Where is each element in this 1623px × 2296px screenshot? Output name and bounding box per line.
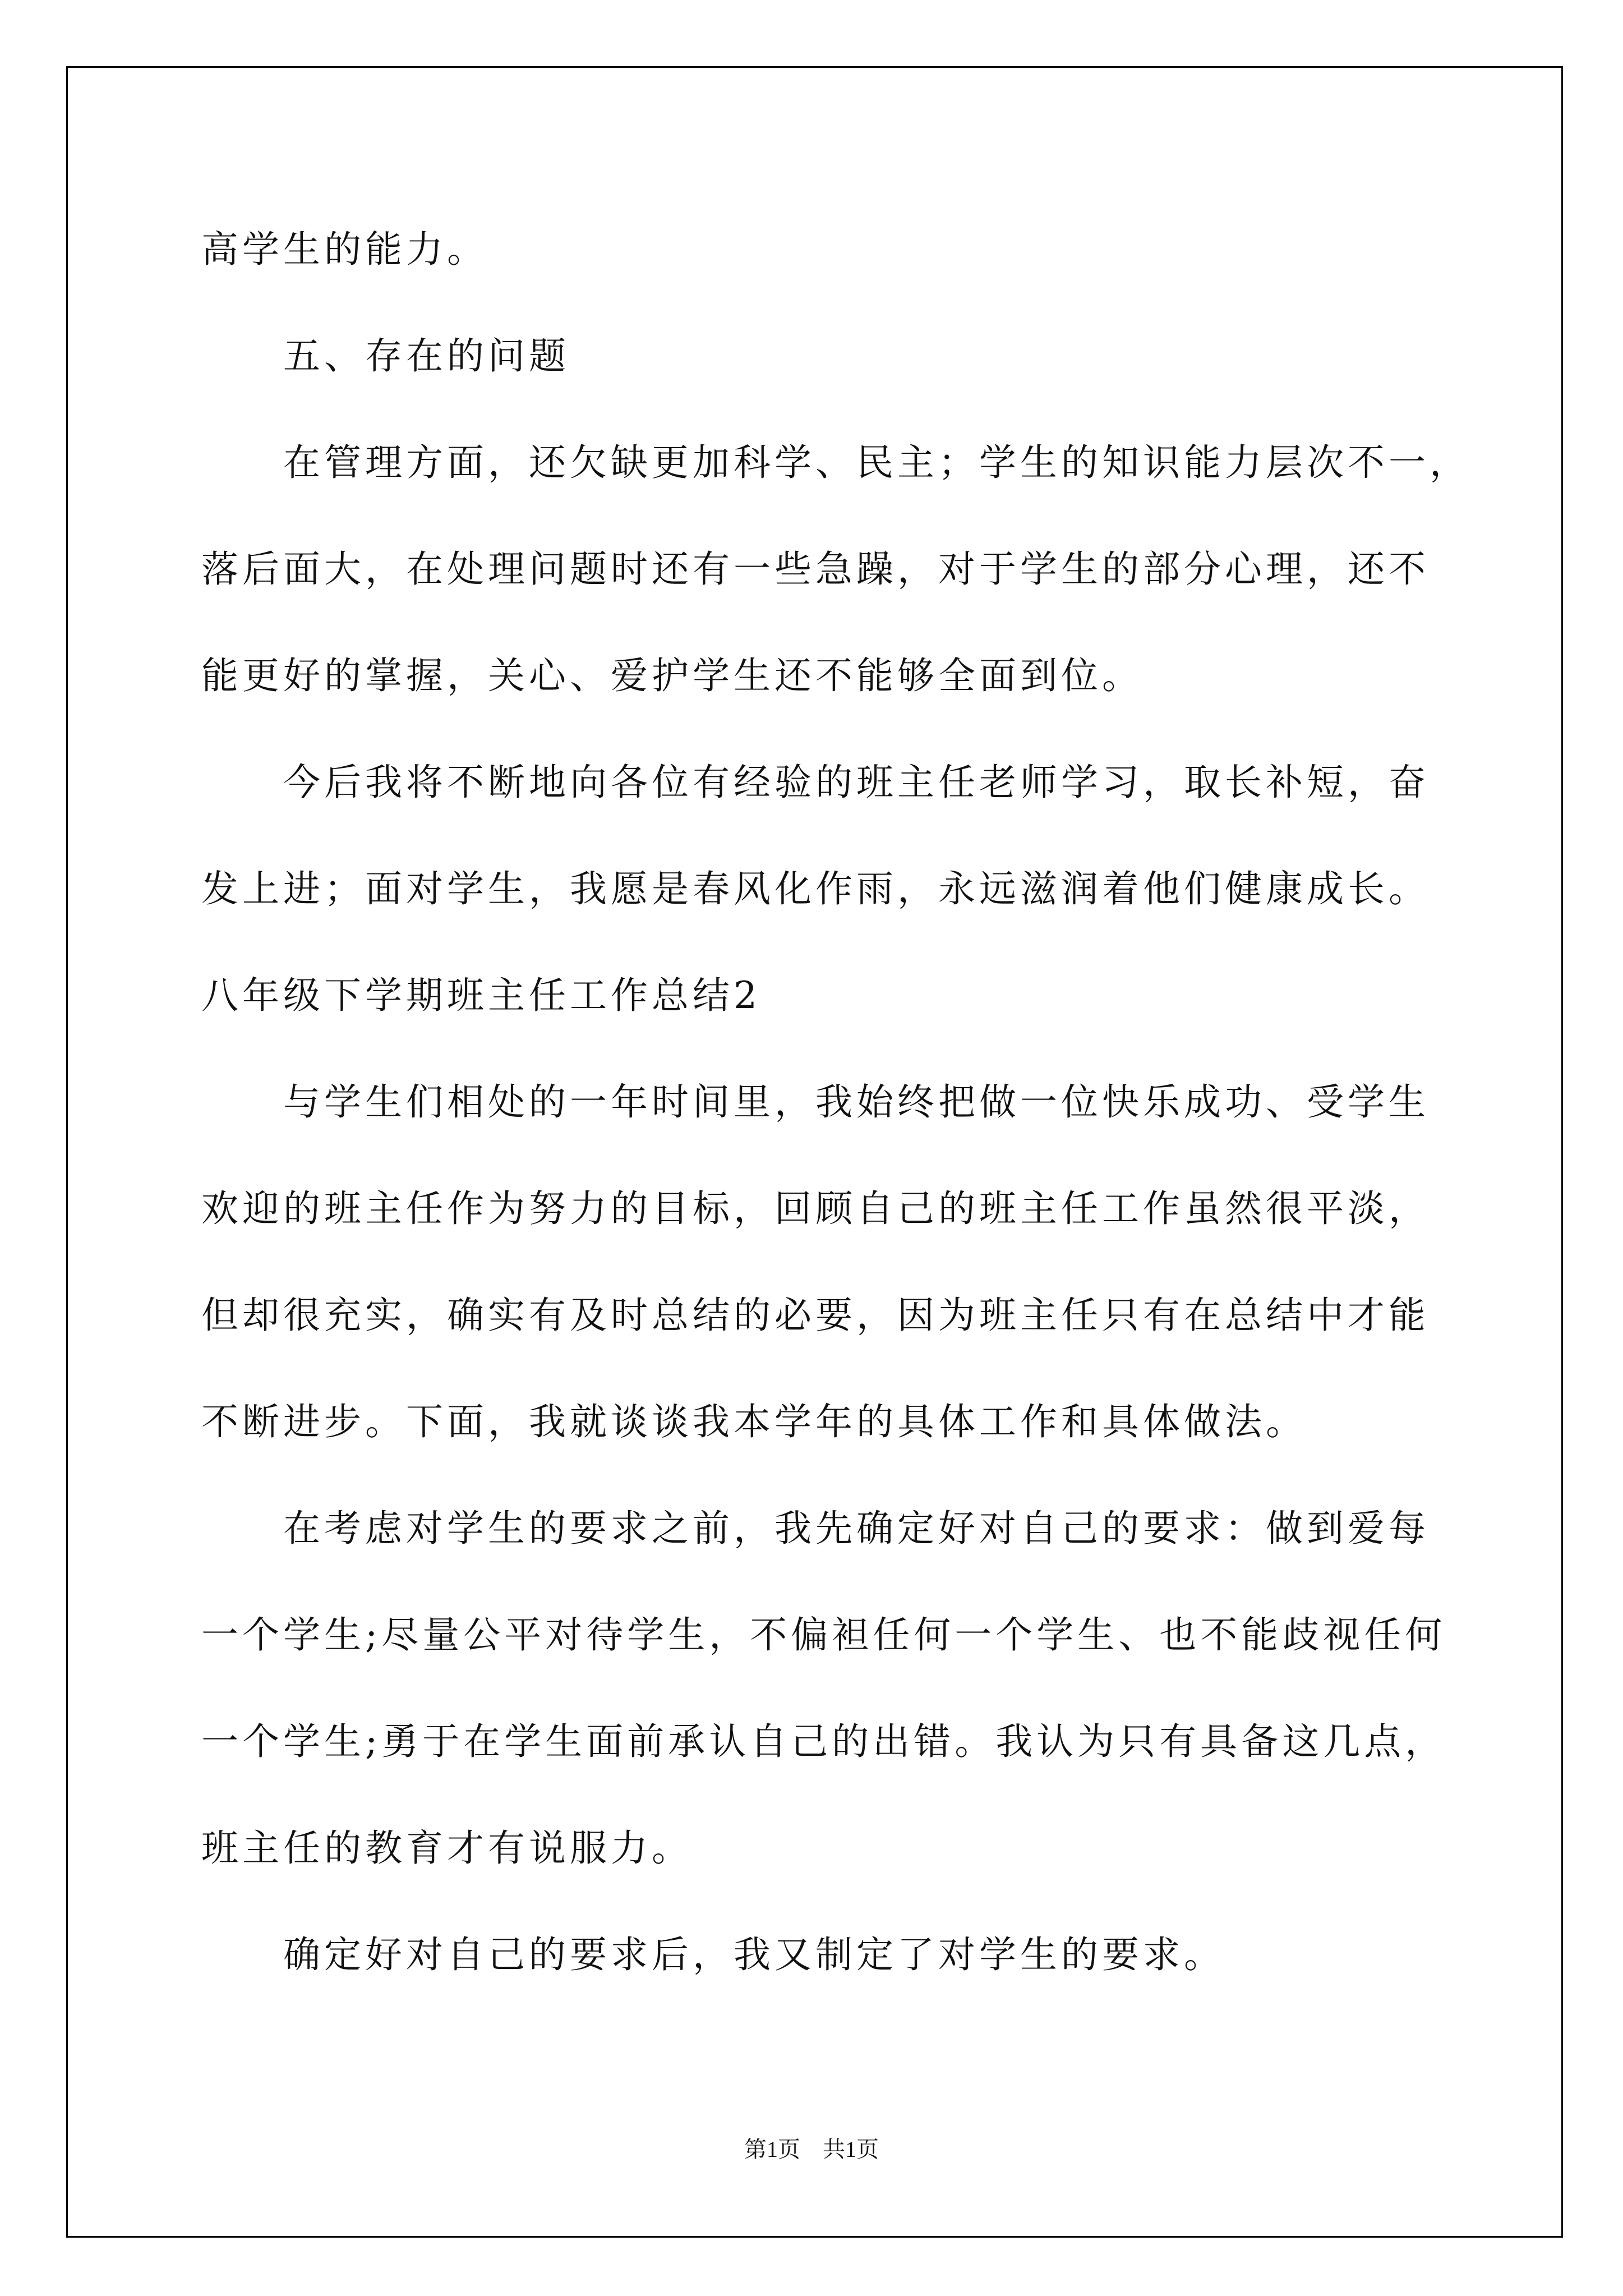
text-line: 确定好对自己的要求后，我又制定了对学生的要求。	[283, 1933, 1225, 1976]
text-line: 发上进；面对学生，我愿是春风化作雨，永远滋润着他们健康成长。	[201, 867, 1430, 910]
text-line: 欢迎的班主任作为努力的目标，回顾自己的班主任工作虽然很平淡，	[201, 1187, 1430, 1230]
text-line: 班主任的教育才有说服力。	[201, 1826, 693, 1870]
text-line: 能更好的掌握，关心、爱护学生还不能够全面到位。	[201, 654, 1143, 697]
section-heading: 五、存在的问题	[283, 334, 570, 378]
text-line: 在考虑对学生的要求之前，我先确定好对自己的要求：做到爱每	[283, 1507, 1430, 1550]
text-line: 一个学生;勇于在学生面前承认自己的出错。我认为只有具备这几点，	[201, 1720, 1446, 1763]
document-body	[201, 196, 1491, 2008]
page-footer: 第1页 共1页	[744, 2137, 879, 2162]
text-line: 不断进步。下面，我就谈谈我本学年的具体工作和具体做法。	[201, 1400, 1307, 1443]
text-line: 一个学生;尽量公平对待学生，不偏袒任何一个学生、也不能歧视任何	[201, 1613, 1446, 1657]
text-line: 但却很充实，确实有及时总结的必要，因为班主任只有在总结中才能	[201, 1294, 1430, 1337]
document-title: 八年级下学期班主任工作总结2	[201, 974, 761, 1017]
text-line: 与学生们相处的一年时间里，我始终把做一位快乐成功、受学生	[283, 1080, 1430, 1124]
text-line: 落后面大，在处理问题时还有一些急躁，对于学生的部分心理，还不	[201, 547, 1430, 591]
text-line: 在管理方面，还欠缺更加科学、民主；学生的知识能力层次不一，	[283, 441, 1470, 484]
text-line: 今后我将不断地向各位有经验的班主任老师学习，取长补短，奋	[283, 761, 1430, 804]
paragraph-continuation: 高学生的能力。	[201, 228, 488, 271]
